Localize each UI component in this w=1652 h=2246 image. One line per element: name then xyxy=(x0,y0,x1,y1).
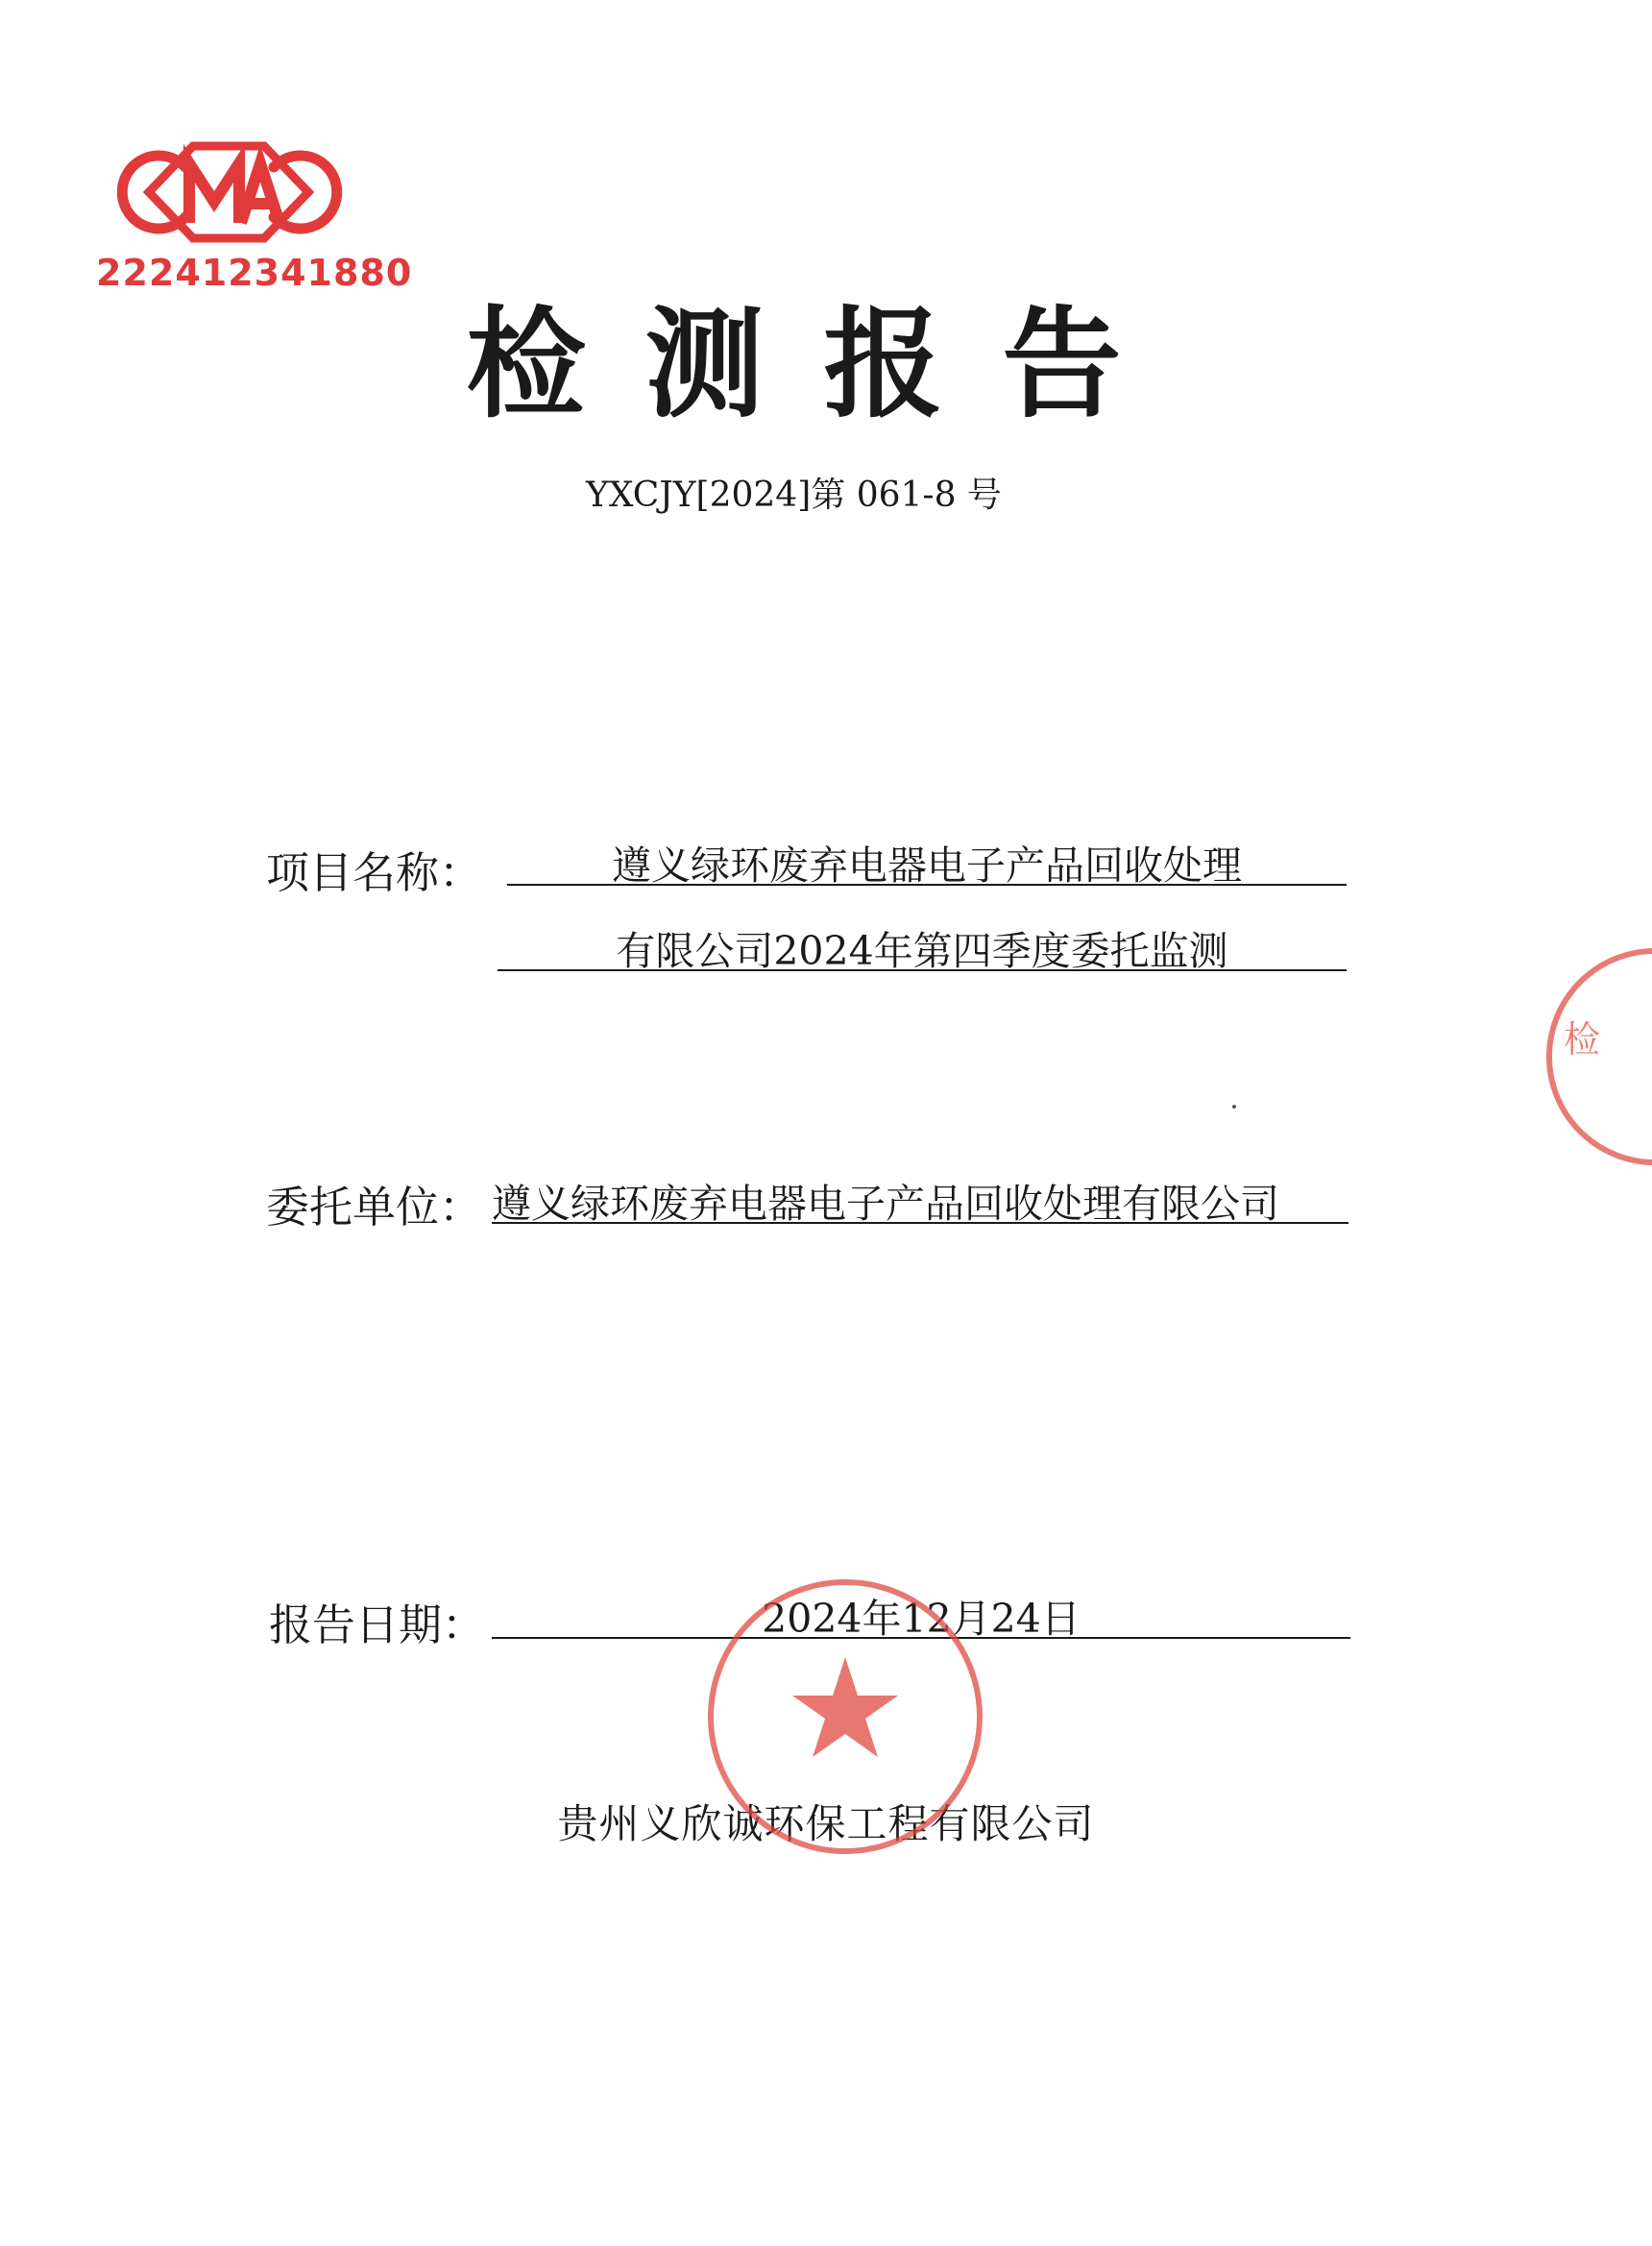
project-name-line-1: 遵义绿环废弃电器电子产品回收处理 xyxy=(507,834,1347,886)
report-date-value: 2024年12月24日 xyxy=(492,1587,1350,1639)
cma-certificate-number: 222412341880 xyxy=(96,252,413,294)
issuing-company: 贵州义欣诚环保工程有限公司 xyxy=(557,1800,1095,1847)
scan-speck xyxy=(1232,1105,1236,1109)
cma-logo xyxy=(128,134,329,250)
report-date-label: 报告日期： xyxy=(269,1599,486,1650)
report-title: 检测报告 xyxy=(466,295,1181,434)
project-name-line-2: 有限公司2024年第四季度委托监测 xyxy=(498,919,1347,971)
client-value: 遵义绿环废弃电器电子产品回收处理有限公司 xyxy=(492,1172,1348,1224)
report-number: YXCJY[2024]第 061-8 号 xyxy=(586,476,1002,515)
project-name-label: 项目名称： xyxy=(266,847,483,898)
svg-text:检: 检 xyxy=(1564,1018,1601,1061)
client-label: 委托单位： xyxy=(266,1182,483,1233)
edge-seal xyxy=(1535,941,1640,1172)
company-seal xyxy=(701,1573,989,1861)
